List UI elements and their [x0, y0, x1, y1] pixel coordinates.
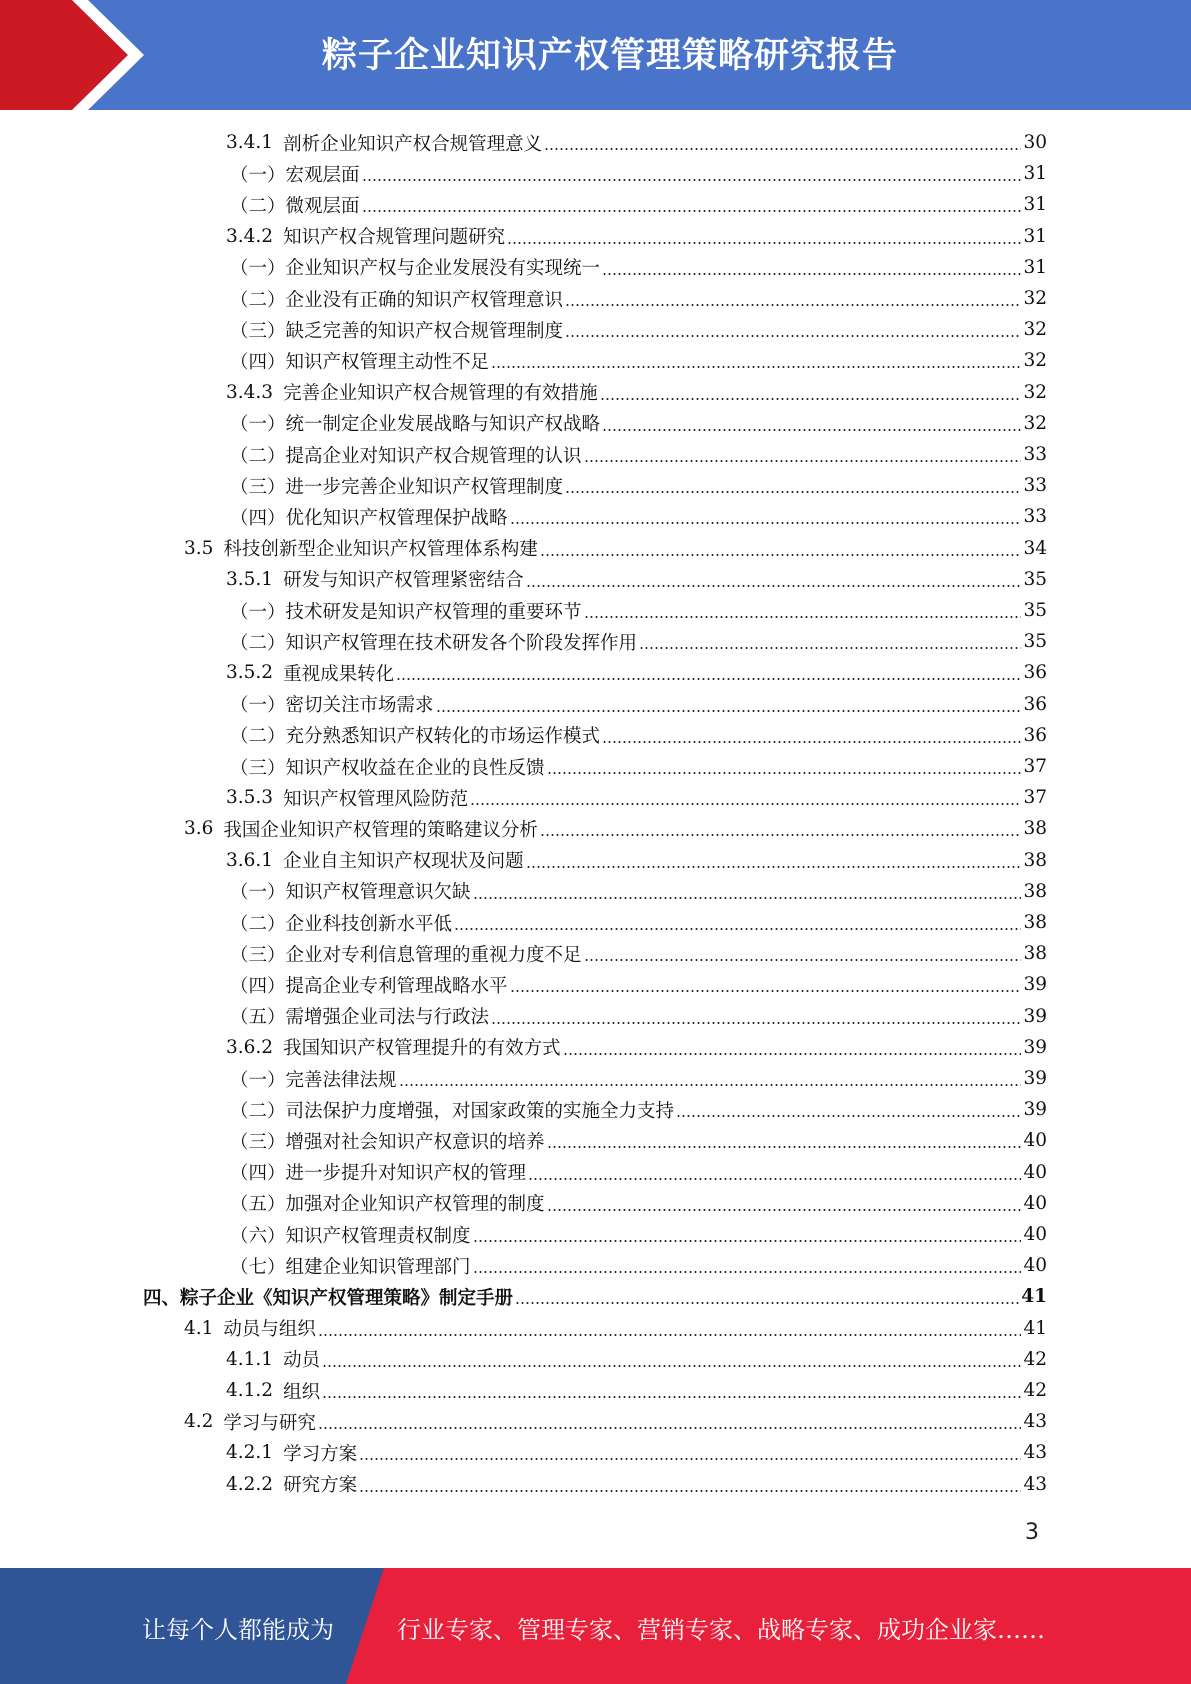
toc-leader-dots [473, 1271, 1022, 1273]
toc-entry-title: 知识产权管理风险防范 [283, 788, 469, 810]
toc-entry-number: 3.6.2 [226, 1036, 274, 1058]
toc-entry-page: 30 [1023, 132, 1047, 153]
toc-entry-number: （四） [230, 1163, 286, 1185]
page-header [0, 0, 1191, 110]
toc-entry-title: 动员 [283, 1350, 321, 1372]
toc-entry-page: 35 [1023, 600, 1047, 621]
toc-entry-number: （二） [230, 289, 286, 311]
toc-entry[interactable] [226, 1375, 1047, 1406]
toc-entry-title: 完善企业知识产权合规管理的有效措施 [283, 383, 598, 405]
toc-entry-title: 司法保护力度增强，对国家政策的实施全力支持 [285, 1100, 675, 1122]
toc-leader-dots [399, 1084, 1022, 1086]
toc-entry-title: 知识产权管理主动性不足 [285, 351, 490, 373]
toc-entry[interactable] [184, 813, 1047, 844]
toc-entry-number: （一） [230, 695, 286, 717]
toc-entry-number: （一） [230, 882, 286, 904]
toc-entry-page: 36 [1023, 724, 1047, 746]
toc-entry-number: （七） [230, 1256, 286, 1278]
toc-entry-title: 知识产权管理在技术研发各个阶段发挥作用 [285, 632, 638, 654]
toc-entry-page: 37 [1023, 787, 1047, 809]
toc-entry-number: （三） [230, 1131, 286, 1153]
toc-entry-page: 32 [1023, 350, 1047, 372]
toc-entry-title: 粽子企业《知识产权管理策略》制定手册 [180, 1287, 514, 1309]
toc-entry-page: 33 [1023, 506, 1047, 528]
toc-entry-number: （四） [230, 507, 286, 529]
toc-entry-title: 提高企业专利管理战略水平 [285, 975, 508, 997]
toc-entry-title: 加强对企业知识产权管理的制度 [285, 1194, 545, 1216]
toc-entry[interactable] [230, 907, 1047, 938]
toc-entry-number: 4.1 [184, 1317, 214, 1339]
toc-entry-title: 企业自主知识产权现状及问题 [283, 851, 524, 873]
toc-entry[interactable] [230, 470, 1047, 501]
toc-entry[interactable] [230, 158, 1047, 189]
toc-entry-page: 36 [1023, 662, 1047, 684]
toc-entry[interactable] [226, 1469, 1047, 1500]
toc-entry-page: 43 [1023, 1473, 1047, 1495]
toc-entry[interactable] [226, 782, 1047, 813]
toc-entry-page: 39 [1023, 974, 1047, 996]
toc-entry-page: 43 [1023, 1442, 1047, 1464]
toc-leader-dots [362, 179, 1022, 181]
toc-leader-dots [602, 273, 1021, 275]
toc-entry-number: 4.2.1 [226, 1442, 274, 1464]
toc-entry[interactable] [230, 876, 1047, 907]
toc-entry-page: 38 [1023, 880, 1047, 902]
toc-entry-number: （六） [230, 1225, 286, 1247]
toc-entry-number: （一） [230, 164, 286, 186]
toc-entry-title: 研究方案 [283, 1475, 358, 1497]
toc-entry-number: （二） [230, 445, 286, 467]
toc-leader-dots [565, 491, 1021, 493]
toc-entry[interactable] [230, 1250, 1047, 1281]
toc-entry[interactable] [226, 377, 1047, 408]
toc-leader-dots [540, 554, 1022, 556]
toc-entry-page: 40 [1023, 1161, 1047, 1183]
toc-leader-dots [510, 522, 1022, 524]
toc-entry-title: 密切关注市场需求 [285, 695, 434, 717]
toc-leader-dots [547, 1209, 1022, 1211]
toc-entry[interactable] [230, 1157, 1047, 1188]
toc-entry[interactable] [143, 1281, 1047, 1312]
toc-entry-page: 38 [1023, 818, 1047, 840]
toc-entry[interactable] [230, 1001, 1047, 1032]
toc-entry-page: 31 [1023, 256, 1047, 278]
toc-entry-number: （四） [230, 975, 286, 997]
toc-entry[interactable] [230, 1094, 1047, 1125]
toc-entry-number: （三） [230, 320, 286, 342]
toc-leader-dots [470, 803, 1021, 805]
toc-leader-dots [565, 335, 1021, 337]
toc-leader-dots [322, 1365, 1021, 1367]
toc-leader-dots [515, 1302, 1019, 1304]
toc-entry-page: 33 [1023, 444, 1047, 465]
toc-leader-dots [584, 460, 1022, 462]
toc-entry[interactable] [230, 408, 1047, 439]
document-title: 粽子企业知识产权管理策略研究报告 [321, 36, 898, 76]
toc-leader-dots [639, 647, 1021, 649]
page-number: 3 [1025, 1520, 1039, 1545]
toc-entry-title: 组建企业知识管理部门 [285, 1256, 471, 1278]
footer-slogan-left: 让每个人都能成为 [142, 1616, 334, 1644]
toc-entry[interactable] [184, 1406, 1047, 1437]
toc-entry-title: 微观层面 [285, 195, 360, 217]
toc-entry-page: 32 [1023, 319, 1047, 341]
toc-leader-dots [584, 616, 1022, 618]
toc-leader-dots [602, 741, 1021, 743]
toc-leader-dots [359, 1458, 1021, 1460]
toc-leader-dots [359, 1490, 1021, 1492]
toc-entry-number: 3.4.1 [226, 132, 274, 153]
toc-entry[interactable] [230, 751, 1047, 782]
toc-leader-dots [510, 990, 1022, 992]
toc-entry-number: （一） [230, 601, 286, 623]
toc-entry-number: （二） [230, 726, 286, 748]
toc-leader-dots [563, 1053, 1022, 1055]
toc-entry[interactable] [230, 626, 1047, 657]
toc-leader-dots [491, 366, 1021, 368]
toc-entry-title: 优化知识产权管理保护战略 [285, 507, 508, 529]
toc-entry-title: 企业科技创新水平低 [285, 913, 453, 935]
toc-leader-dots [322, 1396, 1021, 1398]
toc-entry-number: 4.2 [184, 1411, 214, 1433]
toc-entry[interactable] [226, 564, 1047, 595]
toc-entry-page: 35 [1023, 568, 1047, 590]
toc-entry[interactable] [230, 595, 1047, 626]
toc-entry-page: 41 [1021, 1286, 1047, 1308]
toc-entry-title: 组织 [283, 1381, 321, 1403]
toc-entry-number: 3.5.2 [226, 662, 274, 684]
toc-entry-number: （一） [230, 1069, 286, 1091]
toc-entry-title: 重视成果转化 [283, 663, 395, 685]
toc-entry-number: 3.5.3 [226, 787, 274, 809]
page-footer [0, 1568, 1191, 1684]
toc-entry-page: 33 [1023, 475, 1047, 497]
toc-leader-dots [473, 897, 1022, 899]
toc-entry-title: 技术研发是知识产权管理的重要环节 [285, 601, 582, 623]
toc-entry-page: 38 [1023, 849, 1047, 871]
toc-entry[interactable] [230, 252, 1047, 283]
toc-entry[interactable] [226, 657, 1047, 688]
toc-entry-page: 40 [1023, 1255, 1047, 1277]
toc-entry-title: 充分熟悉知识产权转化的市场运作模式 [285, 726, 601, 748]
toc-entry[interactable] [230, 1188, 1047, 1219]
toc-leader-dots [526, 585, 1022, 587]
toc-entry-title: 缺乏完善的知识产权合规管理制度 [285, 320, 564, 342]
toc-leader-dots [318, 1427, 1022, 1429]
toc-leader-dots [602, 429, 1021, 431]
toc-entry-number: 3.6 [184, 818, 214, 840]
toc-entry[interactable] [230, 1125, 1047, 1156]
toc-entry-number: 4.2.2 [226, 1473, 274, 1495]
toc-entry-page: 41 [1023, 1317, 1047, 1339]
toc-entry-number: 3.5.1 [226, 568, 274, 590]
toc-entry-title: 知识产权管理意识欠缺 [285, 882, 471, 904]
toc-entry-page: 39 [1023, 1068, 1047, 1089]
toc-leader-dots [676, 1115, 1021, 1117]
toc-entry-number: 3.6.1 [226, 849, 274, 871]
toc-leader-dots [526, 866, 1022, 868]
toc-entry-page: 43 [1023, 1411, 1047, 1433]
toc-entry-page: 42 [1023, 1348, 1047, 1370]
toc-leader-dots [600, 398, 1022, 400]
toc-entry-number: 3.4.3 [226, 381, 274, 403]
toc-entry-number: （二） [230, 1100, 286, 1122]
toc-entry[interactable] [230, 439, 1047, 470]
toc-entry-title: 学习与研究 [223, 1412, 316, 1434]
toc-entry[interactable] [184, 533, 1047, 564]
toc-entry-page: 40 [1023, 1224, 1047, 1245]
toc-leader-dots [547, 1146, 1022, 1148]
toc-leader-dots [362, 210, 1022, 212]
toc-entry-page: 38 [1023, 943, 1047, 965]
toc-entry-page: 38 [1023, 912, 1047, 933]
toc-entry[interactable] [230, 283, 1047, 314]
toc-entry-title: 剖析企业知识产权合规管理意义 [283, 133, 543, 155]
toc-entry-page: 31 [1023, 225, 1047, 247]
toc-entry-title: 动员与组织 [223, 1319, 316, 1341]
toc-entry-number: 4.1.1 [226, 1348, 274, 1370]
toc-entry-number: （四） [230, 351, 286, 373]
toc-leader-dots [491, 1022, 1021, 1024]
toc-entry-title: 需增强企业司法与行政法 [285, 1007, 490, 1029]
toc-leader-dots [565, 304, 1021, 306]
toc-entry-number: 3.4.2 [226, 225, 274, 247]
toc-entry[interactable] [226, 221, 1047, 252]
footer-slogan-right: 行业专家、管理专家、营销专家、战略专家、成功企业家…… [397, 1616, 1045, 1644]
toc-entry-page: 39 [1023, 1005, 1047, 1027]
toc-entry-title: 企业知识产权与企业发展没有实现统一 [285, 258, 601, 280]
toc-leader-dots [544, 148, 1021, 150]
toc-entry-number: 四、 [143, 1287, 181, 1309]
toc-leader-dots [528, 1178, 1021, 1180]
toc-leader-dots [396, 678, 1021, 680]
toc-entry[interactable] [226, 127, 1047, 158]
toc-entry-title: 我国企业知识产权管理的策略建议分析 [223, 819, 538, 841]
toc-entry-page: 32 [1023, 288, 1047, 309]
toc-entry-number: 4.1.2 [226, 1380, 274, 1401]
toc-entry-number: 3.5 [184, 537, 214, 559]
toc-entry-number: （五） [230, 1007, 286, 1029]
toc-entry-page: 36 [1023, 693, 1047, 715]
toc-entry-page: 32 [1023, 381, 1047, 403]
toc-entry-number: （一） [230, 414, 286, 436]
toc-entry-page: 40 [1023, 1130, 1047, 1152]
toc-entry-title: 知识产权合规管理问题研究 [283, 227, 506, 249]
toc-entry-page: 37 [1023, 756, 1047, 777]
toc-entry-page: 40 [1023, 1192, 1047, 1214]
toc-leader-dots [318, 1334, 1022, 1336]
toc-entry-title: 科技创新型企业知识产权管理体系构建 [223, 539, 538, 561]
toc-entry-title: 知识产权收益在企业的良性反馈 [285, 757, 545, 779]
toc-entry-page: 32 [1023, 412, 1047, 434]
toc-entry-number: （三） [230, 757, 286, 779]
toc-entry[interactable] [184, 1313, 1047, 1344]
toc-entry[interactable] [230, 189, 1047, 220]
toc-entry-page: 42 [1023, 1380, 1047, 1401]
toc-entry-page: 39 [1023, 1036, 1047, 1058]
toc-entry[interactable] [230, 689, 1047, 720]
toc-entry-title: 研发与知识产权管理紧密结合 [283, 570, 524, 592]
toc-entry[interactable] [230, 314, 1047, 345]
toc-leader-dots [473, 1240, 1022, 1242]
toc-leader-dots [540, 834, 1022, 836]
toc-entry[interactable] [226, 1344, 1047, 1375]
toc-entry-number: （二） [230, 195, 286, 217]
toc-entry[interactable] [226, 1032, 1047, 1063]
toc-entry-title: 进一步完善企业知识产权管理制度 [285, 476, 564, 498]
toc-entry-title: 增强对社会知识产权意识的培养 [285, 1131, 545, 1153]
header-arrow-icon [0, 0, 160, 110]
toc-entry[interactable] [230, 1063, 1047, 1094]
toc-entry-number: （三） [230, 944, 286, 966]
toc-entry[interactable] [230, 938, 1047, 969]
toc-leader-dots [507, 242, 1021, 244]
toc-entry[interactable] [226, 1437, 1047, 1468]
toc-entry[interactable] [230, 345, 1047, 376]
toc-leader-dots [454, 928, 1021, 930]
toc-entry-title: 企业没有正确的知识产权管理意识 [285, 289, 564, 311]
toc-entry[interactable] [230, 969, 1047, 1000]
toc-leader-dots [584, 959, 1022, 961]
toc-entry-number: （三） [230, 476, 286, 498]
toc-entry-page: 31 [1023, 163, 1047, 185]
toc-entry-title: 知识产权管理责权制度 [285, 1225, 471, 1247]
toc-entry-number: （二） [230, 913, 286, 935]
toc-entry[interactable] [230, 501, 1047, 532]
toc-entry-number: （一） [230, 258, 286, 280]
toc-entry-title: 提高企业对知识产权合规管理的认识 [285, 445, 582, 467]
toc-leader-dots [547, 772, 1022, 774]
toc-entry-number: （五） [230, 1194, 286, 1216]
toc-entry-title: 学习方案 [283, 1443, 358, 1465]
toc-entry[interactable] [230, 720, 1047, 751]
toc-entry-page: 31 [1023, 194, 1047, 216]
toc-entry-title: 宏观层面 [285, 164, 360, 186]
toc-entry[interactable] [226, 845, 1047, 876]
toc-entry-page: 39 [1023, 1099, 1047, 1121]
toc-entry-title: 完善法律法规 [285, 1069, 397, 1091]
toc-entry-number: （二） [230, 632, 286, 654]
toc-entry[interactable] [230, 1219, 1047, 1250]
toc-entry-page: 35 [1023, 631, 1047, 653]
toc-leader-dots [436, 710, 1022, 712]
toc-entry-title: 统一制定企业发展战略与知识产权战略 [285, 414, 601, 436]
toc-entry-page: 34 [1023, 537, 1047, 559]
toc-entry-title: 企业对专利信息管理的重视力度不足 [285, 944, 582, 966]
toc-entry-title: 进一步提升对知识产权的管理 [285, 1163, 527, 1185]
toc-entry-title: 我国知识产权管理提升的有效方式 [283, 1038, 561, 1060]
